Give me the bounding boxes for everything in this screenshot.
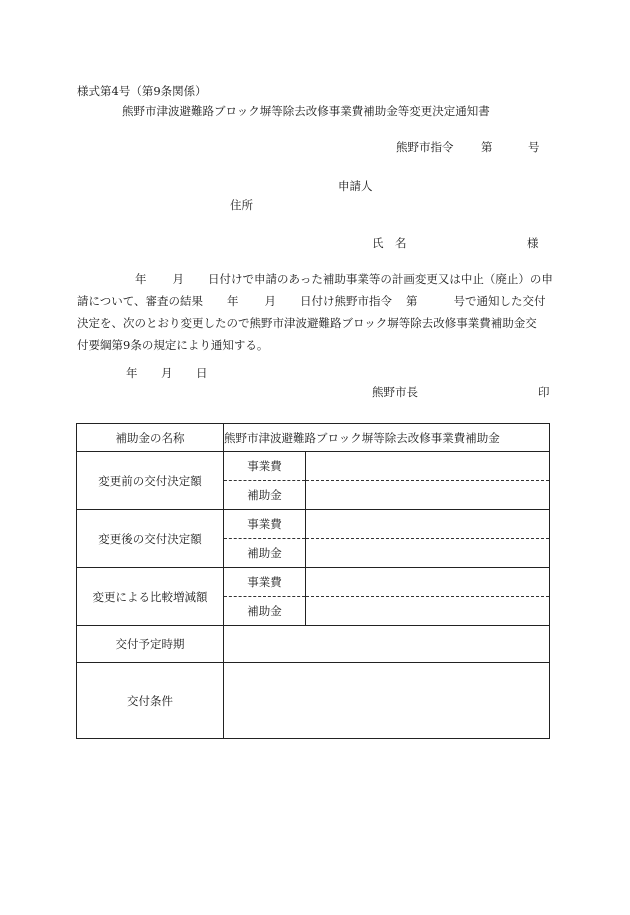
diff-subsidy-label: 補助金: [224, 597, 306, 626]
seal-mark: 印: [538, 385, 550, 399]
after-amount-label: 変更後の交付決定額: [77, 510, 224, 568]
subsidy-name-value: 熊野市津波避難路ブロック塀等除去改修事業費補助金: [224, 424, 550, 452]
body-line2-end: 号で通知した交付: [453, 294, 546, 308]
before-amount-label: 変更前の交付決定額: [77, 452, 224, 510]
table-row: [77, 424, 550, 452]
body-line2-text: 請について、審査の結果: [77, 294, 204, 308]
body-line1-text: 日付けで申請のあった補助事業等の計画変更又は中止（廃止）の申: [208, 272, 553, 286]
date-year: 年: [126, 366, 138, 380]
body-line3: 決定を、次のとおり変更したので熊野市津波避難路ブロック塀等除去改修事業費補助金交: [77, 316, 537, 330]
before-project-cost-value[interactable]: [306, 452, 550, 481]
table-row: [77, 626, 550, 663]
honorific: 様: [527, 236, 539, 250]
after-subsidy-value[interactable]: [306, 539, 550, 568]
issuer-ref: 熊野市指令: [396, 140, 454, 154]
address-label: 住所: [230, 198, 253, 212]
after-project-cost-value[interactable]: [306, 510, 550, 539]
ref-dai: 第: [481, 140, 493, 154]
table-row: [77, 663, 550, 739]
schedule-value[interactable]: [224, 626, 550, 663]
body-month-2: 月: [264, 294, 277, 308]
diff-amount-label: 変更による比較増減額: [77, 568, 224, 626]
before-project-cost-label: 事業費: [224, 452, 306, 481]
table-row: [77, 510, 550, 539]
conditions-label: 交付条件: [77, 663, 224, 739]
date-month: 月: [161, 366, 173, 380]
conditions-value[interactable]: [224, 663, 550, 739]
before-subsidy-label: 補助金: [224, 481, 306, 510]
subsidy-table: [76, 423, 550, 739]
diff-subsidy-value[interactable]: [306, 597, 550, 626]
diff-project-cost-label: 事業費: [224, 568, 306, 597]
ref-go: 号: [528, 140, 540, 154]
notice-body: [77, 268, 551, 356]
body-shirei: 日付け熊野市指令: [300, 294, 393, 308]
applicant-label: 申請人: [338, 179, 373, 193]
body-year: 年: [135, 272, 147, 286]
body-year-2: 年: [227, 294, 239, 308]
form-number: 様式第4号（第9条関係）: [77, 84, 207, 98]
after-subsidy-label: 補助金: [224, 539, 306, 568]
name-label: 氏 名: [372, 236, 407, 250]
subsidy-name-label: 補助金の名称: [77, 424, 224, 452]
diff-project-cost-value[interactable]: [306, 568, 550, 597]
schedule-label: 交付予定時期: [77, 626, 224, 663]
table-row: [77, 452, 550, 481]
body-dai: 第: [406, 294, 418, 308]
table-row: [77, 568, 550, 597]
date-day: 日: [196, 366, 208, 380]
body-line4: 付要綱第9条の規定により通知する。: [77, 338, 269, 352]
after-project-cost-label: 事業費: [224, 510, 306, 539]
document-title: 熊野市津波避難路ブロック塀等除去改修事業費補助金等変更決定通知書: [122, 104, 490, 118]
body-month: 月: [172, 272, 184, 286]
signer-title: 熊野市長: [372, 385, 418, 399]
before-subsidy-value[interactable]: [306, 481, 550, 510]
